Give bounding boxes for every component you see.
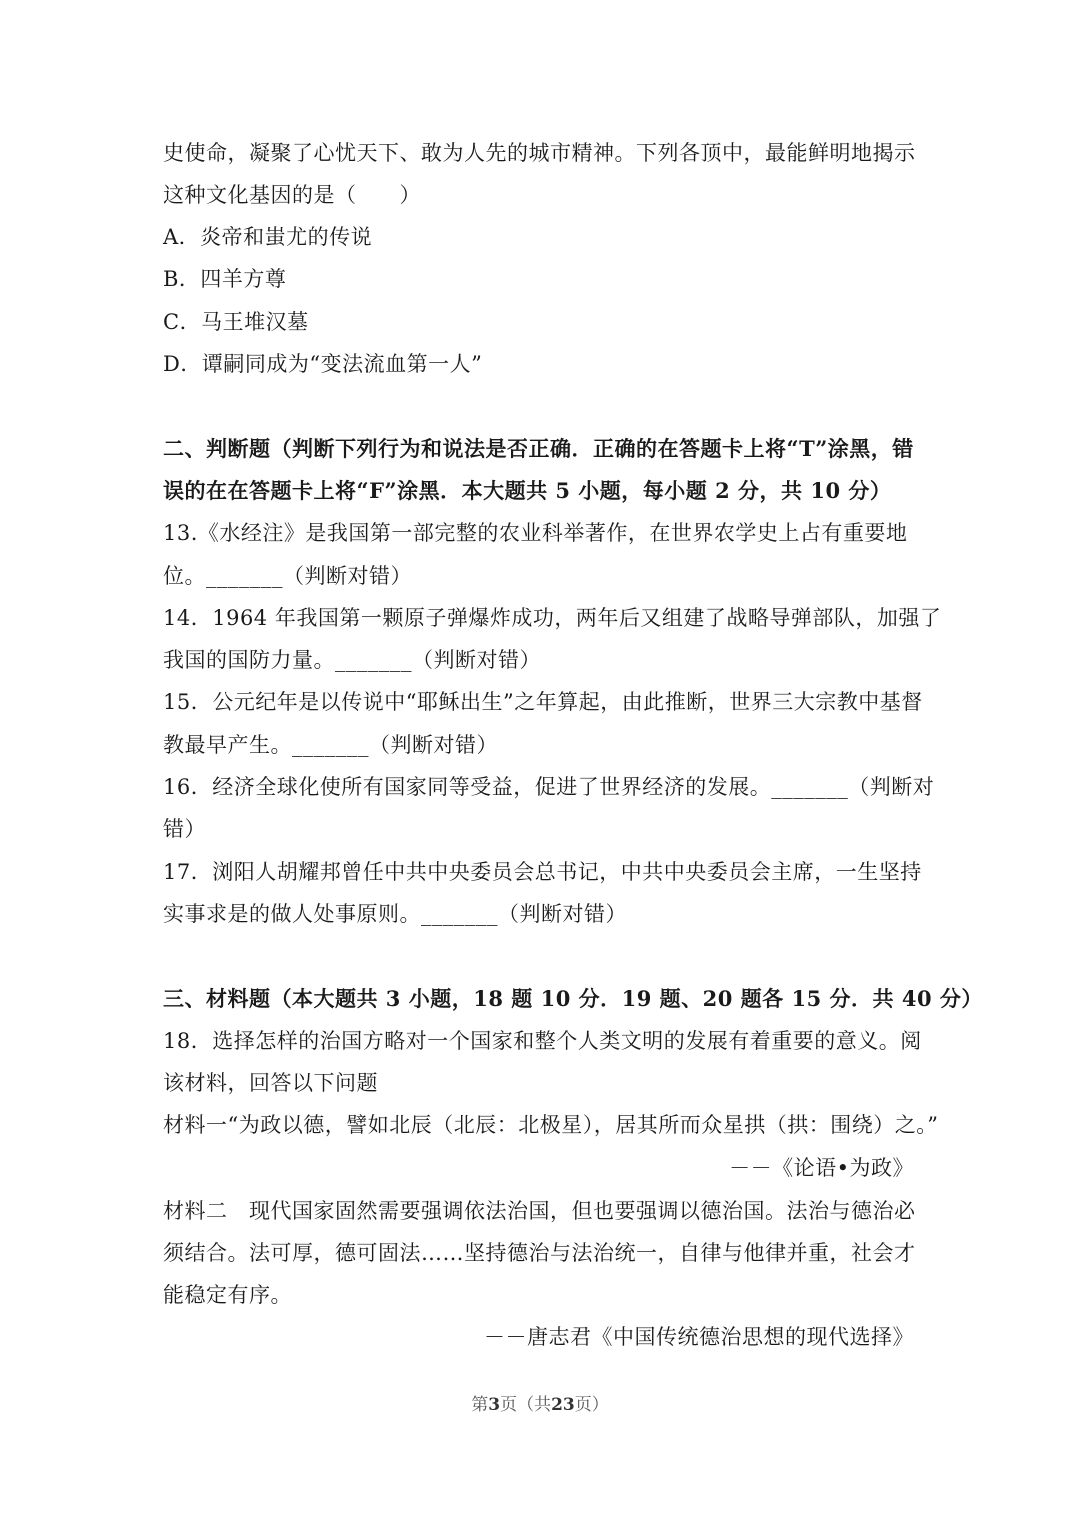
option-b: B．四羊方尊 [163,267,287,291]
footer-prefix: 第 [471,1395,489,1415]
material-1-source: －－《论语•为政》 [729,1156,914,1180]
footer-suffix: 页） [574,1395,609,1415]
section3-heading: 三、材料题（本大题共 3 小题，18 题 10 分．19 题、20 题各 15 分．共 40 分） [163,986,983,1011]
page-footer [0,1390,1080,1415]
q12-stem-line-1: 史使命，凝聚了心忧天下、敢为人先的城市精神。下列各顶中，最能鲜明地揭示 [163,141,916,165]
q13-line-1: 13.《水经注》是我国第一部完整的农业科举著作，在世界农学史上占有重要地 [163,521,908,545]
q18-line-1: 18．选择怎样的治国方略对一个国家和整个人类文明的发展有着重要的意义。阅 [163,1029,922,1053]
material-2-line-2: 须结合。法可厚，德可固法……坚持德治与法治统一，自律与他律并重，社会才 [163,1241,916,1265]
q12-stem-line-2: 这种文化基因的是（ ） [163,183,421,207]
q17-line-2: 实事求是的做人处事原则。_______（判断对错） [163,902,627,926]
material-2-source: －－唐志君《中国传统德治思想的现代选择》 [484,1325,914,1349]
material-1: 材料一“为政以德，譬如北辰（北辰：北极星），居其所而众星拱（拱：围绕）之。” [163,1113,939,1137]
option-a: A．炎帝和蚩尤的传说 [163,225,373,249]
q15-line-1: 15．公元纪年是以传说中“耶稣出生”之年算起，由此推断，世界三大宗教中基督 [163,690,923,714]
material-2-line-1: 材料二 现代国家固然需要强调依法治国，但也要强调以德治国。法治与德治必 [163,1199,916,1223]
footer-total-pages: 23 [551,1395,575,1415]
q14-line-2: 我国的国防力量。_______（判断对错） [163,648,541,672]
section2-heading-line-2: 误的在在答题卡上将“F”涂黑．本大题共 5 小题，每小题 2 分，共 10 分） [163,478,892,503]
option-c: C．马王堆汉墓 [163,310,309,334]
q18-line-2: 该材料，回答以下问题 [163,1071,378,1095]
footer-mid: 页（共 [500,1395,552,1415]
q13-line-2: 位。_______（判断对错） [163,564,412,588]
q17-line-1: 17．浏阳人胡耀邦曾任中共中央委员会总书记，中共中央委员会主席，一生坚持 [163,860,922,884]
q16-line-1: 16．经济全球化使所有国家同等受益，促进了世界经济的发展。_______（判断对 [163,775,935,799]
q16-line-2: 错） [163,817,206,841]
footer-page-number: 3 [488,1395,501,1415]
section2-heading-line-1: 二、判断题（判断下列行为和说法是否正确．正确的在答题卡上将“T”涂黑，错 [163,436,914,461]
q14-line-1: 14．1964 年我国第一颗原子弹爆炸成功，两年后又组建了战略导弹部队，加强了 [163,606,942,630]
q15-line-2: 教最早产生。_______（判断对错） [163,733,498,757]
material-2-line-3: 能稳定有序。 [163,1283,292,1307]
option-d: D．谭嗣同成为“变法流血第一人” [163,352,483,376]
